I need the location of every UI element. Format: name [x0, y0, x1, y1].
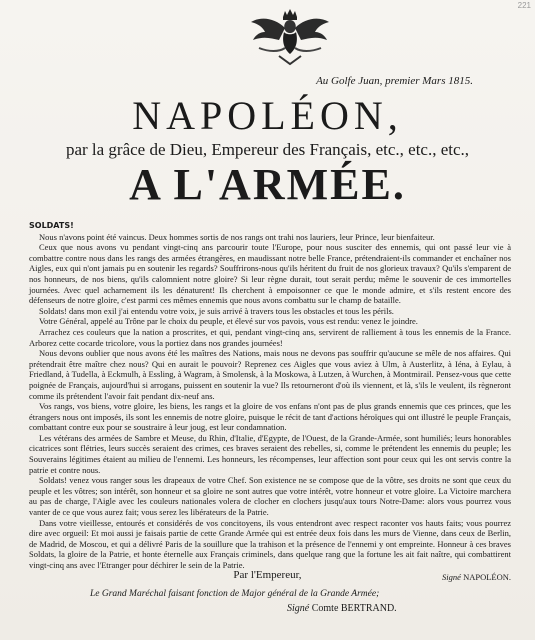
bertrand-signature: [287, 603, 397, 614]
footer: [0, 569, 535, 614]
par-empereur: Par l'Empereur,: [233, 569, 302, 581]
proclamation-body: [29, 221, 511, 582]
signature-name: NAPOLÉON.: [463, 571, 511, 582]
grand-marechal-line: Le Grand Maréchal faisant fonction de Major général de la Grande Armée;: [90, 589, 380, 599]
paragraph: Vos rangs, vos biens, votre gloire, les biens, les rangs et la gloire de vos enfans n'ont pas de plus grands ennemis que ces princes, que les étrangers nous ont imposés, ils sont les ennemis de notre gloire, puisque le récit de tant d'actions héroïques qui ont illustré le peuple Français, combattant contre eux pour se soustraire à leur joug, est leur condamnation.: [29, 401, 511, 433]
archive-number: 221: [517, 1, 531, 10]
paragraph: Soldats! venez vous ranger sous les drapeaux de votre Chef. Son existence ne se compose que de la vôtre, ses droits ne sont que ceux du peuple et les vôtres; son intérêt, son honneur et sa gloire ne sont autres que votre intérêt, votre honneur et votre gloire. La Victoire marchera au pas de charge, l'Aigle avec les couleurs nationales volera de clocher en clochers jusqu'aux tours Notre-Dame: alors vous pourrez vous vanter de ce que vous aurez fait; vous serez les libérateurs de la Patrie.: [29, 475, 511, 518]
paragraph: Ceux que nous avons vu pendant vingt-cinq ans parcourir toute l'Europe, pour nous susciter des ennemis, qui ont passé leur vie à combattre contre nous dans les rangs des armées étrangères, en maudissant notre belle France, prétendraient-ils commander et enchaîner nos Aigles, eux qui n'ont jamais pu en soutenir les regards? Souffrirons-nous qu'ils héritent du fruit de nos glorieux travaux? Qu'ils s'emparent de nos honneurs, de nos biens, qu'ils calomnient notre gloire? Si leur règne durait, tout serait perdu; même le souvenir de ces immortelles journées. Avec quel acharnement ils les dénaturent! Ils cherchent à empoisonner ce que le monde admire, et s'ils restent encore des défenseurs de notre gloire, c'est parmi ces mêmes ennemis que nous avons combattu sur le champ de bataille.: [29, 242, 511, 306]
paragraph: Nous devons oublier que nous avons été les maîtres des Nations, mais nous ne devons pas souffrir qu'aucune se mêle de nos affaires. Qui prétendrait être maître chez nous? Qui en aurait le pouvoir? Reprenez ces Aigles que vous aviez à Ulm, à Austerlitz, à Iéna, à Eylau, à Friedland, à Tudella, à Eckmulh, à Essling, à Wagram, à Smolensk, à la Moskowa, à Lutzen, à Wurchen, à Montmirail. Pensez-vous que cette poignée de Français, aujourd'hui si arrogans, puissent en soutenir la vue? Ils retourneront d'où ils viennent, et là, s'ils le veulent, ils règneront comme ils prétendent l'avoir fait pendant dix-neuf ans.: [29, 348, 511, 401]
signed-name: Comte BERTRAND.: [311, 603, 397, 614]
dateline: Au Golfe Juan, premier Mars 1815.: [316, 75, 473, 87]
page-title: NAPOLÉON,: [132, 93, 403, 138]
paragraph: Nous n'avons point été vaincus. Deux hommes sortis de nos rangs ont trahi nos lauriers, leur Prince, leur bienfaiteur.: [39, 231, 435, 242]
greeting: SOLDATS!: [29, 221, 74, 230]
paragraph: Arrachez ces couleurs que la nation a proscrites, et qui, pendant vingt-cinq ans, servirent de ralliement à tous les ennemis de la France. Arborez cette cocarde tricolore, vous la portiez dans nos grandes journées!: [29, 326, 511, 348]
main-heading: A L'ARMÉE.: [129, 160, 406, 209]
signature-label: Signé: [442, 571, 461, 582]
paragraph: Votre Général, appelé au Trône par le choix du peuple, et élevé sur vos pavois, vous est rendu: venez le joindre.: [39, 316, 418, 327]
signed-label: Signé: [287, 603, 310, 614]
paragraph: Dans votre vieillesse, entourés et considérés de vos concitoyens, ils vous entendront avec respect raconter vos hauts faits; vous pourrez dire avec orgueil: Et moi aussi je faisais partie de cette Grande Armée qui est entrée deux fois dans les murs de Vienne, dans ceux de Berlin, de Madrid, de Moscou, et qui a délivré Paris de la souillure que la trahison et la présence de l'ennemi y ont empreinte. Honneur à ces braves Soldats, la gloire de la Patrie, et honte éternelle aux Français criminels, dans quelque rang que la fortune les ait fait naître, qui combattirent vingt-cinq ans avec l'Etranger pour déchirer le sein de la Patrie.: [29, 517, 511, 570]
imperial-eagle-crown-icon: [249, 8, 331, 66]
paragraph: Soldats! dans mon exil j'ai entendu votre voix, je suis arrivé à travers tous les obstacles et tous les périls.: [39, 305, 394, 316]
subtitle: par la grâce de Dieu, Empereur des Français, etc., etc., etc.,: [65, 140, 470, 159]
paragraph: Les vétérans des armées de Sambre et Meuse, du Rhin, d'Italie, d'Egypte, de l'Ouest, de la Grande-Armée, sont humiliés; leurs honorables cicatrices sont flétries, leurs succès seraient des crimes, ces braves seraient des rebelles, si, comme le prétendent les ennemis du peuple; les Souverains légitimes étaient au milieu de l'ennemi. Les honneurs, les récompenses, leur affection sont pour ceux qui les ont servis contre la patrie et contre nous.: [29, 432, 511, 475]
